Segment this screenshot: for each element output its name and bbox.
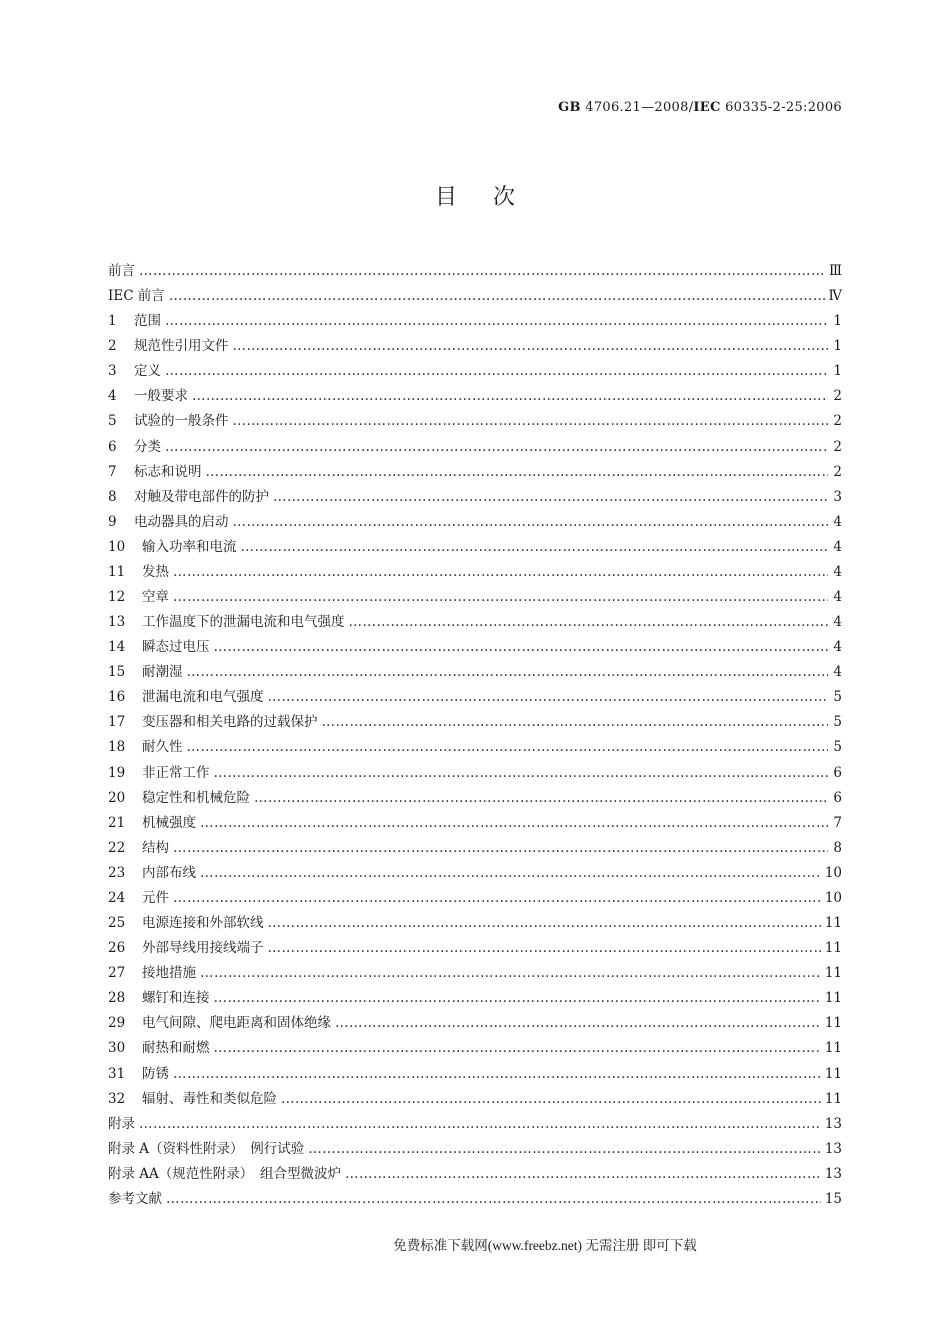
toc-entry[interactable] [108, 560, 842, 585]
toc-entry-label: 元件 [142, 889, 169, 906]
standard-prefix: GB [558, 100, 581, 115]
toc-dot-leader [169, 284, 825, 309]
toc-dot-leader [233, 510, 829, 535]
toc-dot-leader [233, 334, 829, 359]
toc-entry-page: 11 [824, 1065, 842, 1082]
toc-dot-leader [173, 585, 828, 610]
toc-entry-label: 电动器具的启动 [134, 513, 229, 530]
toc-entry-label: 前言 [108, 263, 135, 279]
toc-dot-leader [173, 886, 821, 911]
toc-entry-number: 19 [108, 764, 126, 781]
toc-dot-leader [335, 1011, 821, 1036]
toc-entry-number: 2 [108, 338, 117, 355]
toc-entry[interactable] [108, 811, 842, 836]
toc-entry[interactable] [108, 1062, 842, 1087]
toc-entry-number: 21 [108, 814, 126, 831]
toc-entry-label: 接地措施 [142, 965, 196, 982]
toc-dot-leader [214, 635, 829, 660]
toc-entry-number: 5 [108, 413, 117, 430]
toc-entry[interactable] [108, 284, 842, 309]
toc-entry-number: 1 [108, 313, 117, 330]
standard-suffix: 60335-2-25:2006 [720, 100, 842, 115]
toc-entry[interactable] [108, 685, 842, 710]
toc-entry[interactable] [108, 660, 842, 685]
toc-entry-label: 定义 [134, 363, 161, 380]
toc-entry[interactable] [108, 936, 842, 961]
toc-entry-page: 1 [833, 313, 842, 330]
toc-entry-label: 电源连接和外部软线 [142, 915, 264, 932]
toc-entry-number: 18 [108, 739, 126, 756]
toc-entry-label: 耐久性 [142, 739, 183, 756]
toc-dot-leader [268, 911, 821, 936]
toc-entry-label: 非正常工作 [142, 764, 210, 781]
toc-entry-page: 11 [824, 1040, 842, 1057]
toc-entry-label: 试验的一般条件 [134, 413, 229, 430]
toc-entry-number: 25 [108, 915, 126, 932]
toc-entry[interactable] [108, 635, 842, 660]
toc-entry-number: 14 [108, 639, 126, 656]
toc-entry[interactable] [108, 911, 842, 936]
toc-entry-page: 7 [833, 814, 842, 831]
standard-number [558, 100, 842, 115]
toc-entry-page: 4 [833, 589, 842, 606]
standard-iec: IEC [693, 100, 721, 115]
toc-entry-number: 12 [108, 589, 126, 606]
toc-entry-number: 24 [108, 889, 126, 906]
toc-entry-page: 8 [833, 839, 842, 856]
toc-entry-page: 4 [833, 664, 842, 681]
toc-entry[interactable] [108, 610, 842, 635]
toc-entry-number: 15 [108, 664, 126, 681]
footer-note: 免费标准下载网(www.freebz.net) 无需注册 即可下载 [393, 1238, 697, 1253]
toc-entry-label: 工作温度下的泄漏电流和电气强度 [142, 614, 345, 631]
toc-entry-number: 10 [108, 538, 126, 555]
toc-entry-page: 13 [824, 1165, 842, 1182]
toc-entry[interactable] [108, 259, 842, 284]
toc-entry[interactable] [108, 861, 842, 886]
toc-entry-page: 13 [824, 1140, 842, 1157]
page-title: 目次 [434, 185, 551, 210]
toc-dot-leader [200, 811, 828, 836]
toc-entry-page: 5 [833, 689, 842, 706]
toc-dot-leader [139, 1112, 821, 1137]
toc-entry-number: 7 [108, 463, 117, 480]
toc-dot-leader [187, 660, 829, 685]
toc-entry-label: 输入功率和电流 [142, 538, 237, 555]
toc-entry-page: 2 [833, 438, 842, 455]
toc-entry-page: 4 [833, 614, 842, 631]
toc-dot-leader [165, 309, 828, 334]
toc-entry[interactable] [108, 710, 842, 735]
toc-entry[interactable] [108, 1112, 842, 1137]
toc-entry-number: 23 [108, 864, 126, 881]
toc-entry-number: 11 [108, 563, 126, 580]
toc-entry[interactable] [108, 1036, 842, 1061]
toc-entry-label: 附录 A（资料性附录） 例行试验 [108, 1140, 305, 1157]
toc-entry-number: 28 [108, 990, 126, 1007]
toc-entry[interactable] [108, 510, 842, 535]
toc-entry-label: 规范性引用文件 [134, 338, 229, 355]
toc-entry-page: Ⅳ [828, 288, 842, 305]
toc-entry-label: 防锈 [142, 1065, 169, 1082]
toc-entry-label: 泄漏电流和电气强度 [142, 689, 264, 706]
toc-entry-page: 3 [833, 488, 842, 505]
toc-entry-page: 10 [824, 889, 842, 906]
toc-entry[interactable] [108, 1162, 842, 1187]
toc-dot-leader [345, 1162, 821, 1187]
toc-entry-page: 1 [833, 363, 842, 380]
toc-entry-label: 发热 [142, 563, 169, 580]
toc-entry-page: 2 [833, 413, 842, 430]
toc-entry-label: 标志和说明 [134, 463, 202, 480]
toc-entry[interactable] [108, 1011, 842, 1036]
toc-entry[interactable] [108, 1187, 842, 1212]
toc-entry-label: 附录 [108, 1115, 135, 1132]
toc-entry-number: 4 [108, 388, 117, 405]
toc-entry-label: 辐射、毒性和类似危险 [142, 1090, 277, 1107]
toc-entry-number: 30 [108, 1040, 126, 1057]
toc-entry-label: 电气间隙、爬电距离和固体绝缘 [142, 1015, 331, 1032]
toc-entry[interactable] [108, 485, 842, 510]
toc-entry[interactable] [108, 761, 842, 786]
toc-entry-number: 20 [108, 789, 126, 806]
toc-entry-page: 5 [833, 739, 842, 756]
toc-dot-leader [254, 786, 828, 811]
toc-entry-label: 对触及带电部件的防护 [134, 488, 269, 505]
toc-entry-page: 2 [833, 388, 842, 405]
toc-dot-leader [165, 359, 828, 384]
toc-entry[interactable] [108, 735, 842, 760]
toc-entry-number: 22 [108, 839, 126, 856]
toc-entry-page: 15 [824, 1190, 842, 1207]
toc-entry-number: 9 [108, 513, 117, 530]
toc-entry-page: 10 [824, 864, 842, 881]
toc-entry[interactable] [108, 1137, 842, 1162]
toc-entry[interactable] [108, 886, 842, 911]
toc-entry-page: 6 [833, 764, 842, 781]
toc-entry-page: 11 [824, 1015, 842, 1032]
toc-dot-leader [214, 1036, 821, 1061]
toc-dot-leader [173, 1062, 821, 1087]
toc-dot-leader [273, 485, 828, 510]
toc-entry-page: 11 [824, 965, 842, 982]
toc-entry-number: 29 [108, 1015, 126, 1032]
toc-entry-page: 4 [833, 563, 842, 580]
toc-entry[interactable] [108, 961, 842, 986]
toc-dot-leader [233, 409, 829, 434]
toc-dot-leader [173, 560, 828, 585]
toc-entry-label: 内部布线 [142, 864, 196, 881]
toc-entry-label: 分类 [134, 438, 161, 455]
toc-entry[interactable] [108, 535, 842, 560]
toc-dot-leader [268, 936, 821, 961]
toc-entry-label: IEC 前言 [108, 288, 165, 305]
toc-entry[interactable] [108, 435, 842, 460]
standard-middle: 4706.21—2008/ [580, 100, 694, 115]
toc-dot-leader [349, 610, 829, 635]
toc-entry[interactable] [108, 836, 842, 861]
toc-entry[interactable] [108, 986, 842, 1011]
toc-dot-leader [173, 836, 828, 861]
toc-dot-leader [268, 685, 829, 710]
toc-entry-number: 26 [108, 940, 126, 957]
toc-entry-label: 空章 [142, 589, 169, 606]
toc-dot-leader [165, 435, 828, 460]
toc-entry[interactable] [108, 334, 842, 359]
toc-entry-label: 瞬态过电压 [142, 639, 210, 656]
toc-dot-leader [200, 861, 821, 886]
toc-entry-page: 6 [833, 789, 842, 806]
toc-entry[interactable] [108, 409, 842, 434]
toc-dot-leader [206, 460, 829, 485]
toc-entry-label: 一般要求 [134, 388, 188, 405]
toc-dot-leader [139, 259, 825, 284]
toc-entry[interactable] [108, 786, 842, 811]
toc-entry-page: 1 [833, 338, 842, 355]
toc-entry-number: 31 [108, 1065, 126, 1082]
toc-entry-label: 附录 AA（规范性附录） 组合型微波炉 [108, 1165, 342, 1182]
toc-entry-label: 机械强度 [142, 814, 196, 831]
toc-dot-leader [322, 710, 829, 735]
toc-entry-page: 4 [833, 639, 842, 656]
toc-entry-page: 4 [833, 513, 842, 530]
toc-entry-number: 27 [108, 965, 126, 982]
toc-entry[interactable] [108, 309, 842, 334]
toc-entry[interactable] [108, 460, 842, 485]
toc-entry-number: 32 [108, 1090, 126, 1107]
toc-entry-page: 11 [824, 1090, 842, 1107]
toc-entry-page: 11 [824, 915, 842, 932]
toc-entry-label: 范围 [134, 313, 161, 330]
toc-dot-leader [308, 1137, 821, 1162]
toc-entry-number: 17 [108, 714, 126, 731]
toc-entry-page: Ⅲ [828, 263, 842, 279]
toc-dot-leader [214, 986, 821, 1011]
toc-dot-leader [192, 384, 828, 409]
toc-entry-page: 11 [824, 940, 842, 957]
toc-entry-label: 稳定性和机械危险 [142, 789, 250, 806]
toc-entry-number: 16 [108, 689, 126, 706]
toc-dot-leader [214, 761, 829, 786]
toc-entry[interactable] [108, 585, 842, 610]
toc-dot-leader [187, 735, 829, 760]
toc-entry-page: 2 [833, 463, 842, 480]
toc-entry-label: 结构 [142, 839, 169, 856]
toc-dot-leader [200, 961, 821, 986]
toc-entry-page: 5 [833, 714, 842, 731]
toc-entry-number: 6 [108, 438, 117, 455]
toc-entry[interactable] [108, 1087, 842, 1112]
toc-dot-leader [281, 1087, 821, 1112]
toc-entry-label: 耐潮湿 [142, 664, 183, 681]
toc-entry[interactable] [108, 359, 842, 384]
toc-dot-leader [241, 535, 829, 560]
table-of-contents [108, 259, 842, 1212]
toc-entry[interactable] [108, 384, 842, 409]
toc-entry-page: 11 [824, 990, 842, 1007]
toc-entry-number: 8 [108, 488, 117, 505]
toc-entry-number: 13 [108, 614, 126, 631]
toc-entry-label: 变压器和相关电路的过载保护 [142, 714, 318, 731]
toc-entry-page: 4 [833, 538, 842, 555]
toc-entry-label: 螺钉和连接 [142, 990, 210, 1007]
toc-dot-leader [166, 1187, 821, 1212]
toc-entry-label: 参考文献 [108, 1190, 162, 1207]
toc-entry-label: 耐热和耐燃 [142, 1040, 210, 1057]
toc-entry-number: 3 [108, 363, 117, 380]
toc-entry-page: 13 [824, 1115, 842, 1132]
toc-entry-label: 外部导线用接线端子 [142, 940, 264, 957]
